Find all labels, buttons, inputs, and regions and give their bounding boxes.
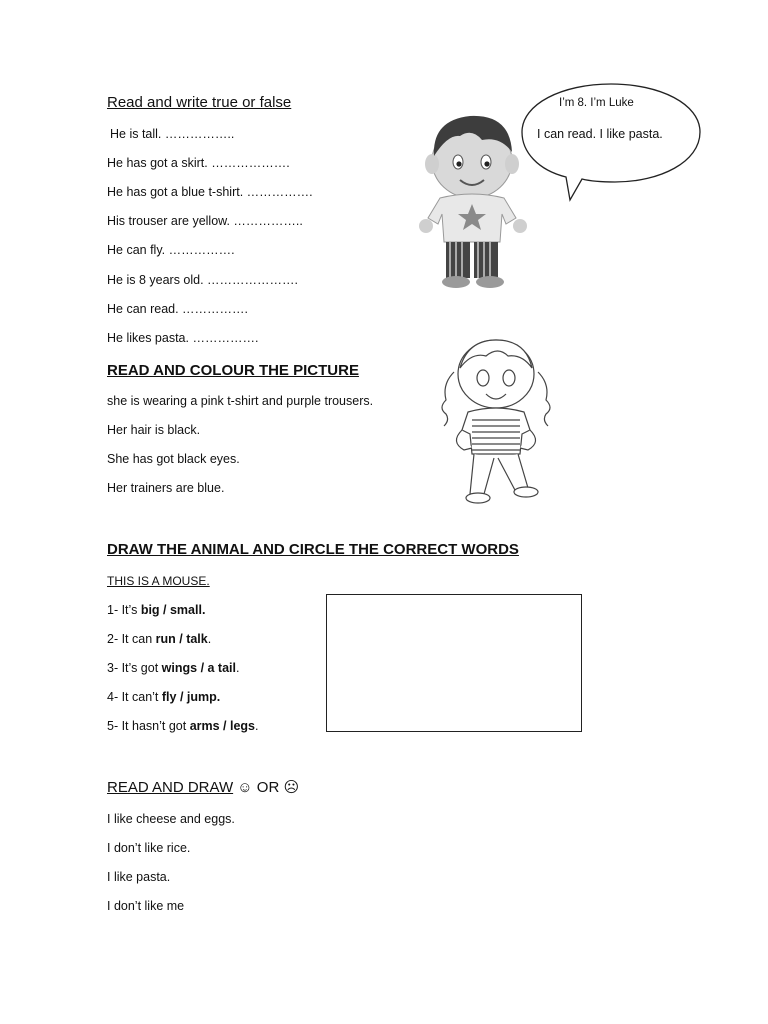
draw-line-1: I like cheese and eggs.: [107, 812, 235, 826]
draw-line-3: I like pasta.: [107, 870, 171, 884]
tf-line-2: He has got a skirt. ……………….: [107, 156, 290, 170]
tf-line-5: He can fly. …………….: [107, 243, 235, 257]
bubble-line-1: I’m 8. I’m Luke: [559, 97, 634, 109]
section1-title: Read and write true or false: [107, 94, 292, 111]
section2-title: READ AND COLOUR THE PICTURE: [107, 362, 359, 379]
circle-item-4: 4- It can’t fly / jump.: [107, 690, 221, 704]
colour-line-1: she is wearing a pink t-shirt and purple trousers.: [107, 394, 374, 408]
section3-subtitle: THIS IS A MOUSE.: [107, 574, 210, 588]
draw-line-2: I don’t like rice.: [107, 841, 191, 855]
tf-line-6: He is 8 years old. ………………….: [107, 273, 299, 287]
section4-heading: [107, 778, 299, 796]
section3-title: DRAW THE ANIMAL AND CIRCLE THE CORRECT WORDS: [107, 541, 519, 558]
colour-line-3: She has got black eyes.: [107, 452, 240, 466]
circle-item-2: 2- It can run / talk.: [107, 632, 212, 646]
colour-line-4: Her trainers are blue.: [107, 481, 225, 495]
circle-item-1: 1- It’s big / small.: [107, 603, 206, 617]
colour-line-2: Her hair is black.: [107, 423, 201, 437]
drawing-box[interactable]: [326, 594, 582, 732]
tf-line-4: His trouser are yellow. ……………..: [107, 214, 303, 228]
circle-item-5: 5- It hasn’t got arms / legs.: [107, 719, 259, 733]
section4-title: READ AND DRAW: [107, 779, 234, 796]
tf-line-3: He has got a blue t-shirt. …………….: [107, 185, 313, 199]
bubble-line-2: I can read. I like pasta.: [537, 127, 663, 141]
or-text: OR: [256, 779, 280, 796]
circle-item-3: 3- It’s got wings / a tail.: [107, 661, 240, 675]
tf-line-1: He is tall. ……………..: [110, 127, 235, 141]
tf-line-8: He likes pasta. …………….: [107, 331, 259, 345]
draw-line-4: I don’t like me: [107, 899, 185, 913]
frown-icon: ☹: [283, 779, 300, 796]
girl-illustration: [428, 334, 564, 512]
tf-line-7: He can read. …………….: [107, 302, 249, 316]
smiley-icon: ☺: [237, 779, 253, 796]
